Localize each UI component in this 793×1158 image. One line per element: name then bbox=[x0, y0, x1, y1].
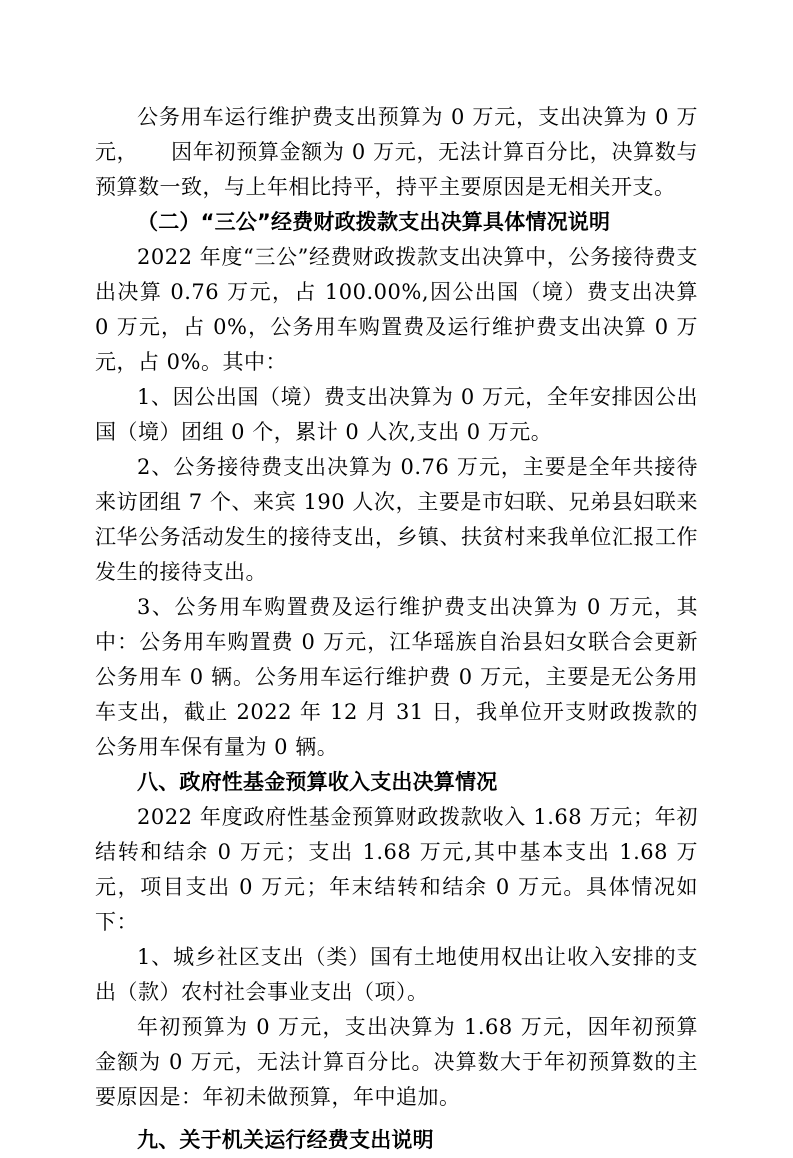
section-heading-government-fund-budget: 八、政府性基金预算收入支出决算情况 bbox=[137, 770, 498, 794]
section-heading-agency-operating-costs: 九、关于机关运行经费支出说明 bbox=[137, 1128, 434, 1152]
paragraph-urban-rural-community-expend: 1、城乡社区支出（类）国有土地使用权出让收入安排的支出（款）农村社会事业支出（项）。 bbox=[95, 945, 698, 1004]
paragraph-item-3-vehicle-expenses: 3、公务用车购置费及运行维护费支出决算为 0 万元，其中：公务用车购置费 0 万元，江华瑶族自治县妇女联合会更新公务用车 0 辆。公务用车运行维护费 0 万元，主要是无公务用车支出，截止 2022 年 12 月 31 日，我单位开支财政拨款的公务用车保有量为 0 辆。 bbox=[95, 595, 698, 759]
document-body bbox=[95, 100, 698, 1158]
paragraph-vehicle-maintenance-summary: 公务用车运行维护费支出预算为 0 万元，支出决算为 0 万元， 因年初预算金额为 0 万元，无法计算百分比，决算数与预算数一致，与上年相比持平，持平主要原因是无相关开支。 bbox=[95, 105, 698, 199]
paragraph-item-1-overseas-trips: 1、因公出国（境）费支出决算为 0 万元，全年安排因公出国（境）团组 0 个，累计 0 人次,支出 0 万元。 bbox=[95, 385, 698, 444]
section-heading-three-public-funds: （二）“三公”经费财政拨款支出决算具体情况说明 bbox=[137, 210, 611, 234]
paragraph-government-fund-overview: 2022 年度政府性基金预算财政拨款收入 1.68 万元；年初结转和结余 0 万元；支出 1.68 万元,其中基本支出 1.68 万元，项目支出 0 万元；年末结转和结余 0 万元。具体情况如下： bbox=[95, 805, 698, 934]
paragraph-initial-budget-explanation: 年初预算为 0 万元，支出决算为 1.68 万元，因年初预算金额为 0 万元，无法计算百分比。决算数大于年初预算数的主要原因是：年初未做预算，年中追加。 bbox=[95, 1015, 698, 1109]
paragraph-three-public-overview: 2022 年度“三公”经费财政拨款支出决算中，公务接待费支出决算 0.76 万元，占 100.00%,因公出国（境）费支出决算 0 万元，占 0%，公务用车购置费及运行维护费支出决算 0 万元，占 0%。其中： bbox=[95, 245, 698, 374]
paragraph-item-2-official-reception: 2、公务接待费支出决算为 0.76 万元，主要是全年共接待来访团组 7 个、来宾 190 人次，主要是市妇联、兄弟县妇联来江华公务活动发生的接待支出，乡镇、扶贫村来我单位汇报工作发生的接待支出。 bbox=[95, 455, 698, 584]
